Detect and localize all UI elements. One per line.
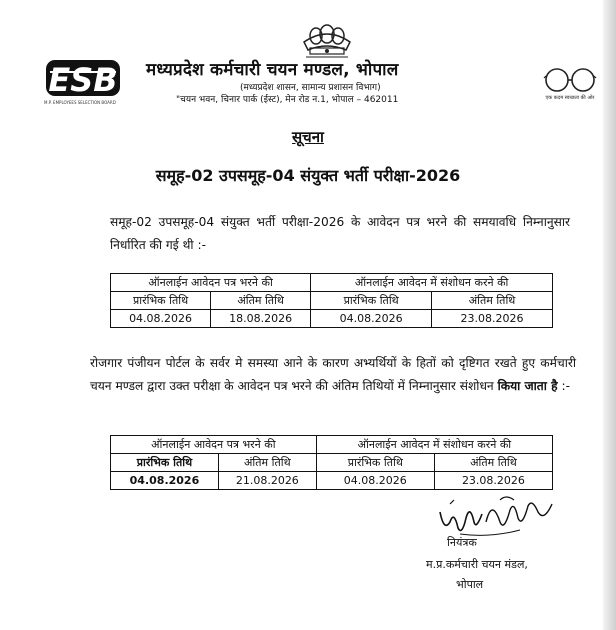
revision-paragraph [90, 352, 576, 398]
esb-tagline: M.P. EMPLOYEES SELECTION BOARD [44, 100, 116, 105]
table-cell: 04.08.2026 [316, 472, 434, 490]
svg-text:एक कदम स्वच्छता की ओर: एक कदम स्वच्छता की ओर [545, 95, 595, 101]
col-start-date: प्रारंभिक तिथि [316, 454, 434, 472]
col-start-date: प्रारंभिक तिथि [111, 292, 211, 310]
table-cell: 23.08.2026 [432, 310, 553, 328]
org-address: "चयन भवन, चिनार पार्क (ईस्ट), मेन रोड न.1, भोपाल – 462011 [176, 95, 399, 105]
col-end-date: अंतिम तिथि [211, 292, 311, 310]
col-start-date: प्रारंभिक तिथि [111, 454, 219, 472]
col-end-date: अंतिम तिथि [432, 292, 553, 310]
notice-heading: सूचना [292, 128, 324, 146]
page-edge-shadow [603, 0, 616, 630]
signatory-title: नियंत्रक [447, 536, 477, 549]
svg-text:ESB: ESB [48, 61, 118, 99]
swachh-bharat-logo-icon [540, 66, 600, 102]
col-start-date: प्रारंभिक तिथि [311, 292, 432, 310]
revision-paragraph-end: :- [557, 379, 570, 393]
revision-paragraph-text: रोजगार पंजीयन पोर्टल के सर्वर मे समस्या आने के कारण अभ्यर्थियों के हितों को दृष्टिगत रखते हुए कर्मचारी चयन मण्डल द्वारा उक्त परीक्षा के आवेदन पत्र भरने की अंतिम तिथियों में निम्नानुसार संशोधन [90, 356, 576, 393]
group-header-correction: ऑनलाईन आवेदन में संशोधन करने की [316, 436, 552, 454]
col-end-date: अंतिम तिथि [218, 454, 316, 472]
exam-title: समूह-02 उपसमूह-04 संयुक्त भर्ती परीक्षा-2026 [155, 166, 461, 185]
revised-schedule-table [110, 435, 553, 490]
esb-logo [44, 58, 122, 104]
table-cell: 18.08.2026 [211, 310, 311, 328]
org-name: मध्यप्रदेश कर्मचारी चयन मण्डल, भोपाल [146, 60, 399, 80]
table-row [111, 472, 553, 490]
table-cell: 21.08.2026 [218, 472, 316, 490]
table-row [111, 310, 553, 328]
table-cell: 23.08.2026 [434, 472, 552, 490]
handwritten-signature [430, 492, 560, 540]
group-header-application: ऑनलाईन आवेदन पत्र भरने की [111, 436, 317, 454]
table-cell: 04.08.2026 [311, 310, 432, 328]
signatory-org: म.प्र.कर्मचारी चयन मंडल, [426, 558, 528, 571]
col-end-date: अंतिम तिथि [434, 454, 552, 472]
original-schedule-table [110, 273, 553, 328]
table-cell: 04.08.2026 [111, 472, 219, 490]
group-header-application: ऑनलाईन आवेदन पत्र भरने की [111, 274, 311, 292]
group-header-correction: ऑनलाईन आवेदन में संशोधन करने की [311, 274, 553, 292]
org-subtitle: (मध्यप्रदेश शासन, सामान्य प्रशासन विभाग) [240, 83, 381, 93]
signatory-place: भोपाल [456, 578, 484, 591]
table-cell: 04.08.2026 [111, 310, 211, 328]
national-emblem-icon [298, 22, 356, 60]
original-schedule-paragraph: समूह-02 उपसमूह-04 संयुक्त भर्ती परीक्षा-2026 के आवेदन पत्र भरने की समयावधि निम्नानुसार निर्धारित की गई थी :- [110, 215, 570, 252]
revision-paragraph-emphasis: किया जाता है [497, 379, 558, 393]
